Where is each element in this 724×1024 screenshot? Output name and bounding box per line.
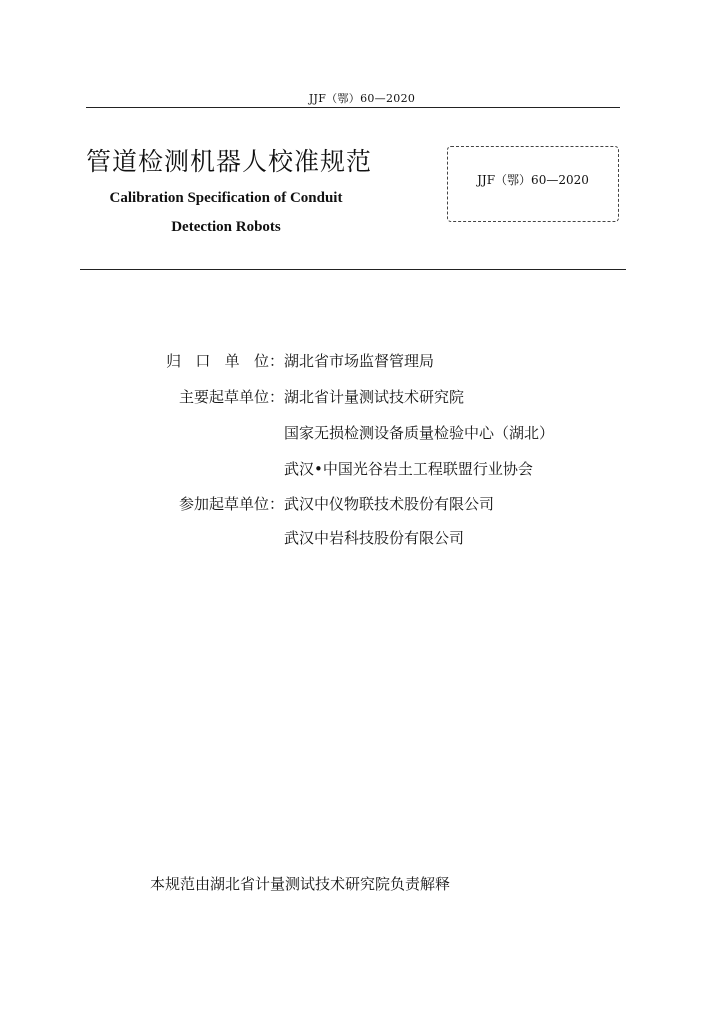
main-drafting-unit-1: 湖北省计量测试技术研究院	[284, 388, 465, 406]
title-english-line2: Detection Robots	[171, 219, 281, 235]
running-header-code: JJF（鄂）60—2020	[308, 92, 416, 105]
title-english-line1: Calibration Specification of Conduit	[109, 190, 343, 206]
main-drafting-label: 主要起草单位：	[178, 388, 284, 406]
header-rule	[86, 107, 620, 108]
main-drafting-unit-3: 武汉•中国光谷岩土工程联盟行业协会	[284, 460, 533, 478]
participating-unit-2: 武汉中岩科技股份有限公司	[284, 529, 465, 547]
main-drafting-unit-2: 国家无损检测设备质量检验中心（湖北）	[284, 424, 555, 442]
specification-code: JJF（鄂）60—2020	[477, 173, 589, 187]
title-rule	[80, 269, 626, 270]
responsible-unit-value: 湖北省市场监督管理局	[284, 352, 435, 370]
participating-unit-1: 武汉中仪物联技术股份有限公司	[284, 495, 495, 513]
participating-label: 参加起草单位：	[178, 495, 284, 513]
interpretation-note: 本规范由湖北省计量测试技术研究院负责解释	[150, 875, 451, 893]
title-chinese: 管道检测机器人校准规范	[86, 147, 373, 176]
responsible-unit-label: 归 口 单 位：	[166, 352, 284, 370]
specification-code-box	[447, 146, 619, 222]
title-english	[86, 184, 366, 242]
